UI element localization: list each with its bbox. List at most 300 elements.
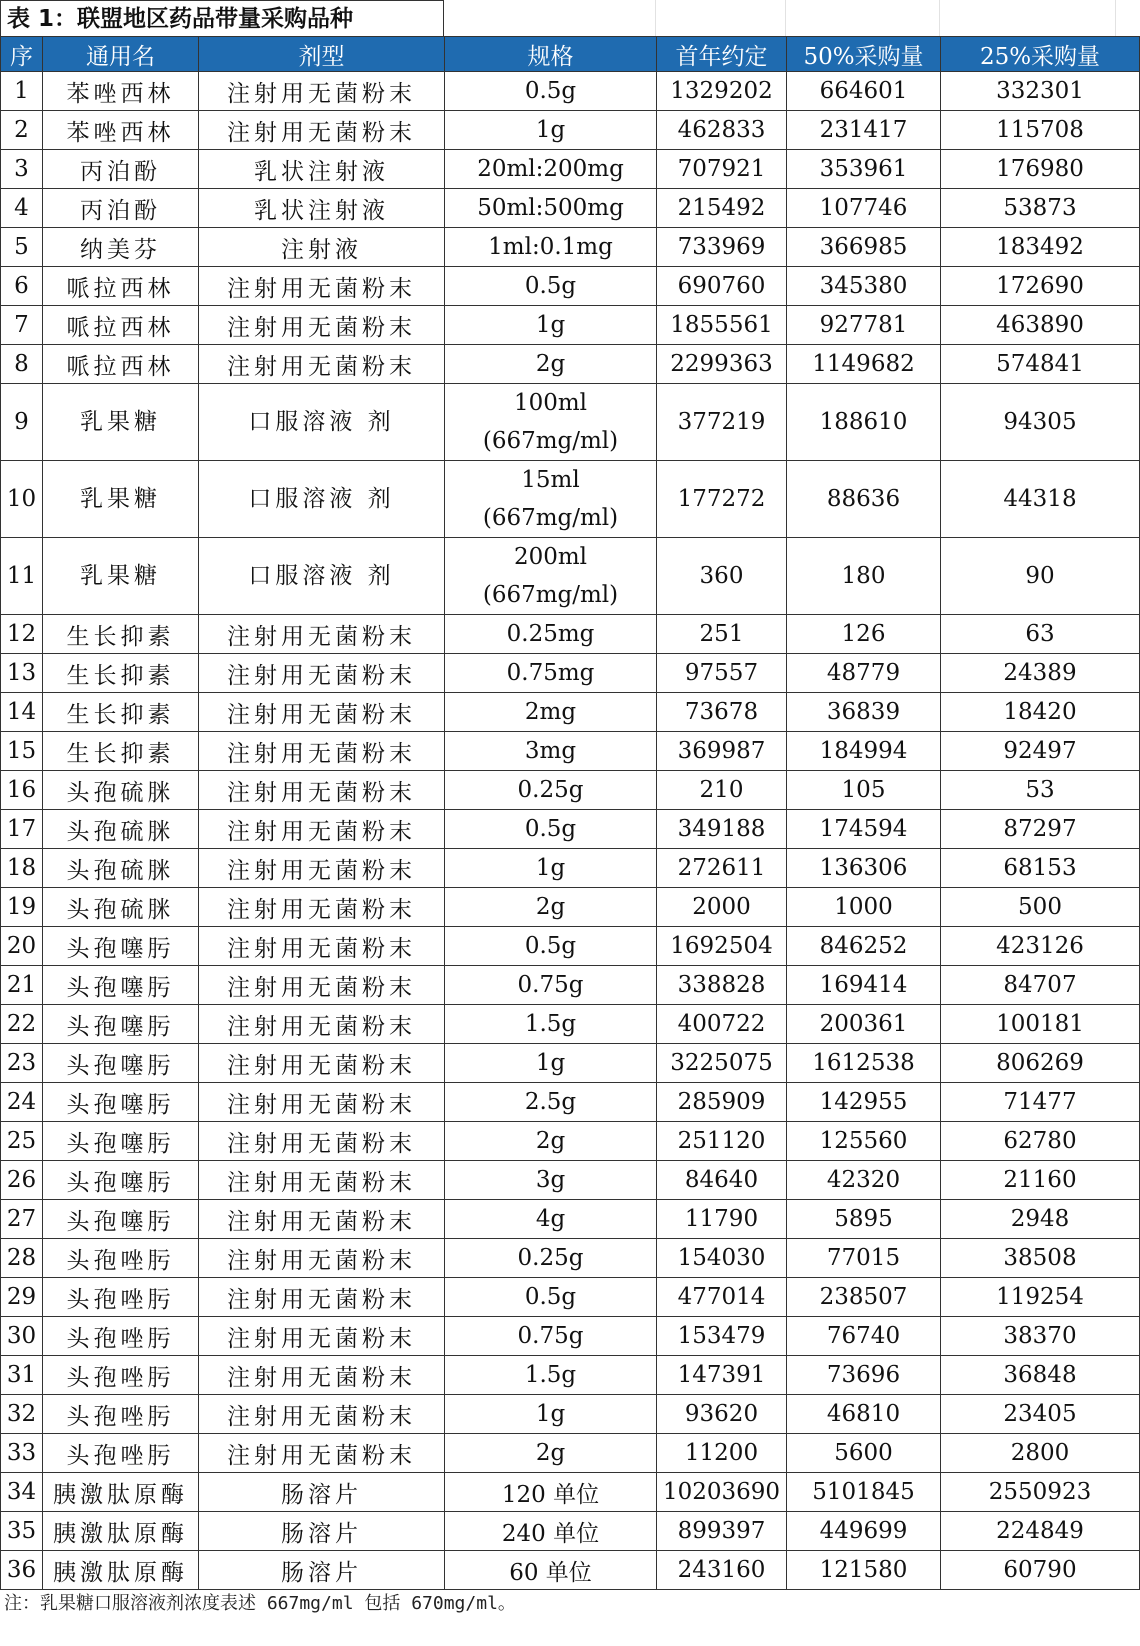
- cell-50-percent: 126: [787, 615, 941, 654]
- cell-spec: [445, 732, 657, 771]
- cell-50-percent: 73696: [787, 1356, 941, 1395]
- cell-dosage-form: 注射用无菌粉末: [199, 1317, 445, 1356]
- cell-50-percent: 169414: [787, 966, 941, 1005]
- cell-generic-name: 纳美芬: [43, 228, 199, 267]
- cell-seq: 29: [1, 1278, 43, 1317]
- cell-first-year: 400722: [657, 1005, 787, 1044]
- cell-seq: 5: [1, 228, 43, 267]
- cell-spec: [445, 461, 657, 538]
- cell-seq: 34: [1, 1473, 43, 1512]
- spec-line: 0.5g: [524, 816, 577, 842]
- table-row: [1, 1239, 1140, 1278]
- spec-line: 1ml:0.1mg: [488, 234, 613, 260]
- cell-first-year: 899397: [657, 1512, 787, 1551]
- cell-50-percent: 125560: [787, 1122, 941, 1161]
- cell-first-year: 707921: [657, 150, 787, 189]
- spec-line: 2g: [535, 1128, 566, 1154]
- table-row: [1, 461, 1140, 538]
- cell-first-year: 251: [657, 615, 787, 654]
- spec-line: 1g: [535, 855, 566, 881]
- cell-seq: 11: [1, 538, 43, 615]
- table-body: [1, 72, 1140, 1590]
- cell-dosage-form: 注射用无菌粉末: [199, 615, 445, 654]
- cell-dosage-form: 注射用无菌粉末: [199, 1200, 445, 1239]
- cell-generic-name: 丙泊酚: [43, 150, 199, 189]
- table-row: [1, 384, 1140, 461]
- table-row: [1, 693, 1140, 732]
- cell-25-percent: 94305: [941, 384, 1140, 461]
- cell-dosage-form: 注射用无菌粉末: [199, 1239, 445, 1278]
- table-row: [1, 267, 1140, 306]
- cell-25-percent: 500: [941, 888, 1140, 927]
- table-row: [1, 345, 1140, 384]
- cell-spec: [445, 1200, 657, 1239]
- cell-spec: [445, 849, 657, 888]
- cell-50-percent: 1612538: [787, 1044, 941, 1083]
- table-row: [1, 654, 1140, 693]
- cell-first-year: 154030: [657, 1239, 787, 1278]
- cell-generic-name: 头孢硫脒: [43, 771, 199, 810]
- cell-25-percent: 63: [941, 615, 1140, 654]
- cell-first-year: 1692504: [657, 927, 787, 966]
- table-row: [1, 111, 1140, 150]
- cell-25-percent: 90: [941, 538, 1140, 615]
- cell-spec: [445, 1395, 657, 1434]
- cell-generic-name: 胰激肽原酶: [43, 1512, 199, 1551]
- spec-line: 240 单位: [501, 1520, 600, 1547]
- cell-seq: 32: [1, 1395, 43, 1434]
- cell-spec: [445, 888, 657, 927]
- table-row: [1, 1512, 1140, 1551]
- cell-generic-name: 胰激肽原酶: [43, 1551, 199, 1590]
- cell-dosage-form: 注射用无菌粉末: [199, 693, 445, 732]
- table-row: [1, 189, 1140, 228]
- cell-generic-name: 哌拉西林: [43, 345, 199, 384]
- table-row: [1, 1551, 1140, 1590]
- cell-dosage-form: 注射用无菌粉末: [199, 267, 445, 306]
- cell-first-year: 477014: [657, 1278, 787, 1317]
- cell-generic-name: 头孢噻肟: [43, 1122, 199, 1161]
- spec-line: 1g: [535, 117, 566, 143]
- cell-50-percent: 366985: [787, 228, 941, 267]
- cell-dosage-form: 注射用无菌粉末: [199, 1044, 445, 1083]
- cell-spec: [445, 615, 657, 654]
- cell-spec: [445, 1473, 657, 1512]
- header-dosage-form: 剂型: [199, 37, 445, 72]
- spec-line: 1g: [535, 312, 566, 338]
- table-caption: 表 1：联盟地区药品带量采购品种: [0, 0, 444, 36]
- cell-dosage-form: 注射用无菌粉末: [199, 1161, 445, 1200]
- cell-25-percent: 224849: [941, 1512, 1140, 1551]
- spec-line: (667mg/ml): [482, 582, 619, 608]
- cell-first-year: 11200: [657, 1434, 787, 1473]
- cell-dosage-form: 肠溶片: [199, 1473, 445, 1512]
- cell-dosage-form: 注射用无菌粉末: [199, 771, 445, 810]
- cell-spec: [445, 1239, 657, 1278]
- spec-line: 2mg: [524, 699, 577, 725]
- cell-first-year: 97557: [657, 654, 787, 693]
- cell-50-percent: 1149682: [787, 345, 941, 384]
- cell-50-percent: 76740: [787, 1317, 941, 1356]
- cell-first-year: 1855561: [657, 306, 787, 345]
- cell-generic-name: 生长抑素: [43, 693, 199, 732]
- cell-first-year: 177272: [657, 461, 787, 538]
- cell-first-year: 210: [657, 771, 787, 810]
- table-row: [1, 1317, 1140, 1356]
- cell-generic-name: 头孢硫脒: [43, 888, 199, 927]
- spec-line: 0.25g: [517, 1245, 584, 1271]
- spec-line: 4g: [535, 1206, 566, 1232]
- cell-dosage-form: 注射用无菌粉末: [199, 732, 445, 771]
- spec-line: 1g: [535, 1050, 566, 1076]
- cell-spec: [445, 1083, 657, 1122]
- cell-seq: 23: [1, 1044, 43, 1083]
- cell-25-percent: 53: [941, 771, 1140, 810]
- cell-spec: [445, 693, 657, 732]
- table-row: [1, 771, 1140, 810]
- cell-dosage-form: 口服溶液 剂: [199, 538, 445, 615]
- cell-50-percent: 105: [787, 771, 941, 810]
- cell-seq: 12: [1, 615, 43, 654]
- caption-row: [0, 0, 1140, 36]
- spec-line: (667mg/ml): [482, 428, 619, 454]
- cell-first-year: 153479: [657, 1317, 787, 1356]
- table-row: [1, 888, 1140, 927]
- header-25-percent: 25%采购量: [941, 37, 1140, 72]
- cell-dosage-form: 注射用无菌粉末: [199, 810, 445, 849]
- cell-25-percent: 2948: [941, 1200, 1140, 1239]
- cell-25-percent: 176980: [941, 150, 1140, 189]
- cell-50-percent: 184994: [787, 732, 941, 771]
- cell-spec: [445, 306, 657, 345]
- cell-first-year: 243160: [657, 1551, 787, 1590]
- spec-line: 2g: [535, 894, 566, 920]
- cell-25-percent: 172690: [941, 267, 1140, 306]
- cell-seq: 28: [1, 1239, 43, 1278]
- spec-line: 2.5g: [524, 1089, 577, 1115]
- cell-25-percent: 574841: [941, 345, 1140, 384]
- cell-first-year: 251120: [657, 1122, 787, 1161]
- cell-generic-name: 哌拉西林: [43, 306, 199, 345]
- table-row: [1, 810, 1140, 849]
- table-row: [1, 306, 1140, 345]
- spec-line: 120 单位: [501, 1481, 600, 1508]
- cell-dosage-form: 注射用无菌粉末: [199, 1434, 445, 1473]
- cell-50-percent: 136306: [787, 849, 941, 888]
- cell-spec: [445, 1161, 657, 1200]
- cell-first-year: 690760: [657, 267, 787, 306]
- cell-spec: [445, 810, 657, 849]
- cell-spec: [445, 1551, 657, 1590]
- cell-generic-name: 头孢唑肟: [43, 1356, 199, 1395]
- cell-25-percent: 44318: [941, 461, 1140, 538]
- spec-line: 1g: [535, 1401, 566, 1427]
- header-50-percent: 50%采购量: [787, 37, 941, 72]
- spec-line: 15ml: [521, 467, 580, 493]
- spec-line: 100ml: [513, 390, 588, 416]
- empty-cell: [444, 0, 656, 36]
- cell-50-percent: 142955: [787, 1083, 941, 1122]
- table-row: [1, 1473, 1140, 1512]
- cell-first-year: 3225075: [657, 1044, 787, 1083]
- cell-seq: 10: [1, 461, 43, 538]
- cell-25-percent: 24389: [941, 654, 1140, 693]
- cell-dosage-form: 注射用无菌粉末: [199, 927, 445, 966]
- table-row: [1, 1083, 1140, 1122]
- cell-spec: [445, 384, 657, 461]
- cell-first-year: 73678: [657, 693, 787, 732]
- cell-seq: 15: [1, 732, 43, 771]
- cell-generic-name: 生长抑素: [43, 654, 199, 693]
- cell-dosage-form: 注射用无菌粉末: [199, 966, 445, 1005]
- cell-spec: [445, 1434, 657, 1473]
- header-seq: 序: [1, 37, 43, 72]
- cell-spec: [445, 111, 657, 150]
- table-row: [1, 538, 1140, 615]
- cell-first-year: 285909: [657, 1083, 787, 1122]
- cell-spec: [445, 1356, 657, 1395]
- cell-50-percent: 88636: [787, 461, 941, 538]
- cell-25-percent: 115708: [941, 111, 1140, 150]
- cell-spec: [445, 538, 657, 615]
- cell-50-percent: 345380: [787, 267, 941, 306]
- cell-50-percent: 5101845: [787, 1473, 941, 1512]
- cell-25-percent: 463890: [941, 306, 1140, 345]
- cell-generic-name: 头孢噻肟: [43, 1044, 199, 1083]
- cell-dosage-form: 注射用无菌粉末: [199, 111, 445, 150]
- cell-seq: 21: [1, 966, 43, 1005]
- cell-25-percent: 68153: [941, 849, 1140, 888]
- cell-generic-name: 丙泊酚: [43, 189, 199, 228]
- cell-seq: 14: [1, 693, 43, 732]
- table-row: [1, 732, 1140, 771]
- cell-seq: 13: [1, 654, 43, 693]
- cell-seq: 1: [1, 72, 43, 111]
- cell-spec: [445, 150, 657, 189]
- cell-dosage-form: 注射用无菌粉末: [199, 1122, 445, 1161]
- cell-seq: 33: [1, 1434, 43, 1473]
- cell-25-percent: 36848: [941, 1356, 1140, 1395]
- cell-first-year: 1329202: [657, 72, 787, 111]
- cell-spec: [445, 966, 657, 1005]
- cell-generic-name: 哌拉西林: [43, 267, 199, 306]
- cell-50-percent: 42320: [787, 1161, 941, 1200]
- cell-dosage-form: 口服溶液 剂: [199, 461, 445, 538]
- cell-dosage-form: 注射用无菌粉末: [199, 72, 445, 111]
- cell-dosage-form: 注射用无菌粉末: [199, 1005, 445, 1044]
- spec-line: 0.75g: [517, 972, 584, 998]
- cell-dosage-form: 注射用无菌粉末: [199, 888, 445, 927]
- cell-dosage-form: 注射用无菌粉末: [199, 849, 445, 888]
- cell-first-year: 272611: [657, 849, 787, 888]
- cell-50-percent: 77015: [787, 1239, 941, 1278]
- cell-25-percent: 23405: [941, 1395, 1140, 1434]
- cell-generic-name: 头孢噻肟: [43, 927, 199, 966]
- table-row: [1, 150, 1140, 189]
- table-row: [1, 1122, 1140, 1161]
- cell-seq: 17: [1, 810, 43, 849]
- cell-spec: [445, 228, 657, 267]
- cell-seq: 35: [1, 1512, 43, 1551]
- cell-50-percent: 188610: [787, 384, 941, 461]
- cell-seq: 8: [1, 345, 43, 384]
- cell-first-year: 377219: [657, 384, 787, 461]
- cell-dosage-form: 注射用无菌粉末: [199, 345, 445, 384]
- header-row: [1, 37, 1140, 72]
- spec-line: 0.75g: [517, 1323, 584, 1349]
- cell-dosage-form: 注射液: [199, 228, 445, 267]
- cell-generic-name: 乳果糖: [43, 538, 199, 615]
- spec-line: 1.5g: [524, 1011, 577, 1037]
- cell-generic-name: 头孢噻肟: [43, 966, 199, 1005]
- cell-25-percent: 18420: [941, 693, 1140, 732]
- empty-cell: [786, 0, 940, 36]
- cell-25-percent: 806269: [941, 1044, 1140, 1083]
- table-row: [1, 1200, 1140, 1239]
- table-row: [1, 927, 1140, 966]
- cell-seq: 7: [1, 306, 43, 345]
- cell-50-percent: 1000: [787, 888, 941, 927]
- cell-dosage-form: 注射用无菌粉末: [199, 1356, 445, 1395]
- cell-spec: [445, 72, 657, 111]
- cell-spec: [445, 345, 657, 384]
- cell-spec: [445, 1278, 657, 1317]
- cell-25-percent: 119254: [941, 1278, 1140, 1317]
- cell-first-year: 11790: [657, 1200, 787, 1239]
- cell-dosage-form: 注射用无菌粉末: [199, 1278, 445, 1317]
- table-row: [1, 849, 1140, 888]
- cell-50-percent: 48779: [787, 654, 941, 693]
- cell-50-percent: 121580: [787, 1551, 941, 1590]
- header-spec: 规格: [445, 37, 657, 72]
- cell-spec: [445, 1005, 657, 1044]
- cell-25-percent: 183492: [941, 228, 1140, 267]
- cell-generic-name: 生长抑素: [43, 615, 199, 654]
- cell-generic-name: 头孢硫脒: [43, 849, 199, 888]
- cell-50-percent: 846252: [787, 927, 941, 966]
- cell-seq: 31: [1, 1356, 43, 1395]
- cell-first-year: 215492: [657, 189, 787, 228]
- cell-seq: 27: [1, 1200, 43, 1239]
- spec-line: 200ml: [513, 544, 588, 570]
- cell-25-percent: 92497: [941, 732, 1140, 771]
- cell-spec: [445, 1512, 657, 1551]
- table-row: [1, 228, 1140, 267]
- header-generic-name: 通用名: [43, 37, 199, 72]
- cell-50-percent: 180: [787, 538, 941, 615]
- spec-line: 1.5g: [524, 1362, 577, 1388]
- cell-25-percent: 423126: [941, 927, 1140, 966]
- cell-25-percent: 87297: [941, 810, 1140, 849]
- cell-generic-name: 胰激肽原酶: [43, 1473, 199, 1512]
- cell-generic-name: 头孢唑肟: [43, 1239, 199, 1278]
- cell-first-year: 84640: [657, 1161, 787, 1200]
- cell-50-percent: 238507: [787, 1278, 941, 1317]
- table-row: [1, 615, 1140, 654]
- cell-seq: 25: [1, 1122, 43, 1161]
- cell-seq: 30: [1, 1317, 43, 1356]
- cell-generic-name: 头孢噻肟: [43, 1005, 199, 1044]
- cell-dosage-form: 口服溶液 剂: [199, 384, 445, 461]
- cell-first-year: 147391: [657, 1356, 787, 1395]
- cell-generic-name: 头孢唑肟: [43, 1434, 199, 1473]
- cell-50-percent: 449699: [787, 1512, 941, 1551]
- spec-line: 3g: [535, 1167, 566, 1193]
- cell-50-percent: 36839: [787, 693, 941, 732]
- cell-spec: [445, 654, 657, 693]
- spec-line: 0.25mg: [506, 621, 595, 647]
- cell-50-percent: 200361: [787, 1005, 941, 1044]
- cell-first-year: 10203690: [657, 1473, 787, 1512]
- cell-25-percent: 38508: [941, 1239, 1140, 1278]
- spec-line: 0.5g: [524, 1284, 577, 1310]
- cell-25-percent: 332301: [941, 72, 1140, 111]
- cell-25-percent: 38370: [941, 1317, 1140, 1356]
- cell-spec: [445, 1317, 657, 1356]
- cell-generic-name: 头孢唑肟: [43, 1395, 199, 1434]
- cell-50-percent: 5600: [787, 1434, 941, 1473]
- cell-25-percent: 60790: [941, 1551, 1140, 1590]
- cell-50-percent: 664601: [787, 72, 941, 111]
- cell-25-percent: 71477: [941, 1083, 1140, 1122]
- cell-spec: [445, 189, 657, 228]
- cell-first-year: 2299363: [657, 345, 787, 384]
- cell-generic-name: 头孢噻肟: [43, 1161, 199, 1200]
- header-first-year: 首年约定: [657, 37, 787, 72]
- cell-spec: [445, 927, 657, 966]
- spec-line: (667mg/ml): [482, 505, 619, 531]
- spec-line: 0.75mg: [506, 660, 595, 686]
- empty-cell: [940, 0, 1116, 36]
- table-row: [1, 966, 1140, 1005]
- cell-spec: [445, 267, 657, 306]
- spec-line: 60 单位: [509, 1559, 592, 1586]
- cell-generic-name: 苯唑西林: [43, 111, 199, 150]
- cell-50-percent: 107746: [787, 189, 941, 228]
- cell-50-percent: 174594: [787, 810, 941, 849]
- cell-spec: [445, 771, 657, 810]
- cell-first-year: 349188: [657, 810, 787, 849]
- spec-line: 20ml:200mg: [477, 156, 624, 182]
- cell-seq: 18: [1, 849, 43, 888]
- cell-dosage-form: 注射用无菌粉末: [199, 1395, 445, 1434]
- cell-generic-name: 头孢唑肟: [43, 1317, 199, 1356]
- table-row: [1, 1434, 1140, 1473]
- cell-50-percent: 46810: [787, 1395, 941, 1434]
- cell-50-percent: 231417: [787, 111, 941, 150]
- cell-50-percent: 5895: [787, 1200, 941, 1239]
- spec-line: 50ml:500mg: [477, 195, 624, 221]
- cell-25-percent: 2550923: [941, 1473, 1140, 1512]
- table-row: [1, 72, 1140, 111]
- cell-generic-name: 头孢噻肟: [43, 1083, 199, 1122]
- cell-seq: 19: [1, 888, 43, 927]
- cell-first-year: 733969: [657, 228, 787, 267]
- cell-first-year: 2000: [657, 888, 787, 927]
- cell-generic-name: 头孢唑肟: [43, 1278, 199, 1317]
- cell-generic-name: 头孢噻肟: [43, 1200, 199, 1239]
- table-row: [1, 1161, 1140, 1200]
- cell-spec: [445, 1044, 657, 1083]
- cell-50-percent: 927781: [787, 306, 941, 345]
- table-row: [1, 1044, 1140, 1083]
- cell-generic-name: 苯唑西林: [43, 72, 199, 111]
- cell-generic-name: 头孢硫脒: [43, 810, 199, 849]
- cell-dosage-form: 注射用无菌粉末: [199, 306, 445, 345]
- cell-seq: 24: [1, 1083, 43, 1122]
- cell-dosage-form: 乳状注射液: [199, 189, 445, 228]
- table-row: [1, 1356, 1140, 1395]
